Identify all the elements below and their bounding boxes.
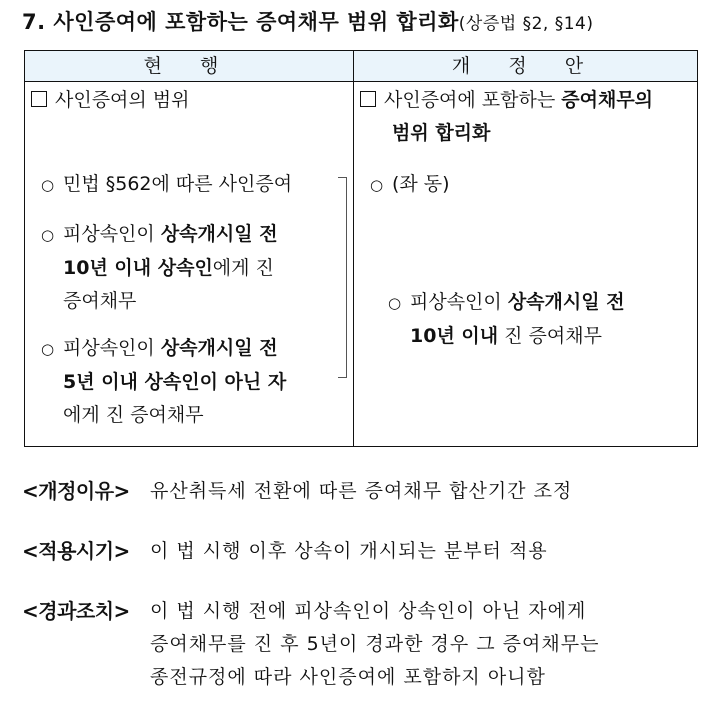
law-reference: (상증법 §2, §14) — [458, 14, 594, 34]
comparison-table — [24, 50, 698, 447]
proposed-item-10-years: ○ 피상속인이 상속개시일 전 10년 이내 진 증여채무 — [388, 286, 625, 353]
current-column — [25, 82, 354, 447]
section-title — [22, 6, 594, 36]
proposed-item-same: ○ (좌 동) — [370, 168, 450, 202]
current-item-10-years: ○ 피상속인이 상속개시일 전 10년 이내 상속인에게 진 증여채무 — [41, 218, 278, 318]
checkbox-square-icon — [31, 91, 47, 107]
checkbox-square-icon — [360, 91, 376, 107]
current-heading: 사인증여의 범위 — [31, 84, 190, 117]
note-transition: <경과조치> 이 법 시행 전에 피상속인이 상속인이 아닌 자에게 증여채무를 진 후 5년이 경과한 경우 그 증여채무는 종전규정에 따라 사인증여에 포함하지 아니함 — [22, 595, 599, 694]
note-label: <개정이유> — [22, 479, 130, 503]
circle-bullet-icon: ○ — [388, 294, 402, 312]
circle-bullet-icon: ○ — [41, 176, 55, 194]
note-label: <적용시기> — [22, 539, 130, 563]
section-title-main: 7. 사인증여에 포함하는 증여채무 범위 합리화 — [22, 10, 459, 34]
note-effective-date: <적용시기> 이 법 시행 이후 상속이 개시되는 분부터 적용 — [22, 535, 599, 569]
proposed-heading: 사인증여에 포함하는 증여채무의 범위 합리화 — [360, 84, 653, 150]
circle-bullet-icon: ○ — [41, 340, 55, 358]
note-label: <경과조치> — [22, 599, 130, 623]
note-reason: <개정이유> 유산취득세 전환에 따른 증여채무 합산기간 조정 — [22, 475, 599, 509]
notes-section — [22, 475, 599, 720]
right-bracket-icon — [338, 177, 347, 378]
current-item-5-years: ○ 피상속인이 상속개시일 전 5년 이내 상속인이 아닌 자 에게 진 증여채무 — [41, 332, 286, 432]
circle-bullet-icon: ○ — [370, 176, 384, 194]
proposed-column — [354, 82, 698, 447]
header-proposed: 개 정 안 — [354, 51, 698, 82]
circle-bullet-icon: ○ — [41, 226, 55, 244]
header-current: 현 행 — [25, 51, 354, 82]
current-item-civil-law: ○ 민법 §562에 따른 사인증여 — [41, 168, 292, 202]
